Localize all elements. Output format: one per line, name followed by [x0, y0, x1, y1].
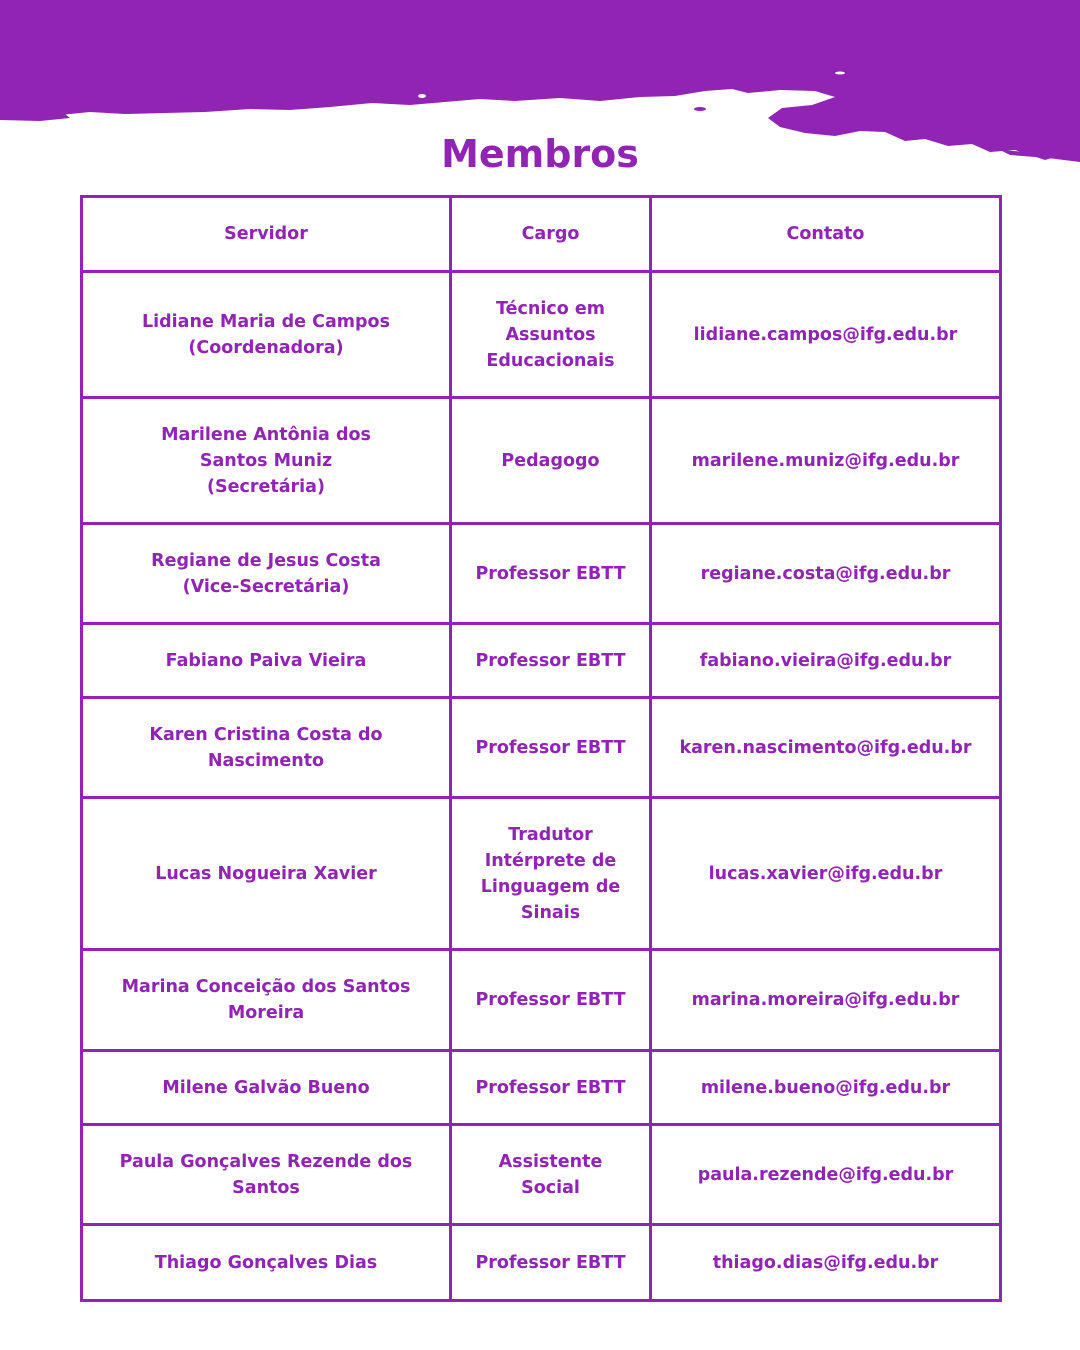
- member-cargo-line: Professor EBTT: [475, 1252, 626, 1273]
- member-cargo-cell: [451, 398, 651, 524]
- member-cargo-line: Professor EBTT: [475, 990, 626, 1010]
- member-name-line: Lidiane Maria de Campos: [142, 311, 390, 332]
- member-name-line: Fabiano Paiva Vieira: [165, 650, 367, 671]
- table-row: [82, 798, 1001, 950]
- member-name-cell: [82, 398, 451, 524]
- table-row: [82, 272, 1001, 398]
- member-email: fabiano.vieira@ifg.edu.br: [699, 650, 952, 671]
- member-name-line: Marina Conceição dos Santos: [121, 977, 411, 997]
- member-cargo-cell: [451, 624, 651, 698]
- member-contact-cell: [651, 1051, 1001, 1125]
- header-servidor: Servidor: [82, 197, 451, 272]
- member-cargo-cell: [451, 698, 651, 798]
- table-row: [82, 1225, 1001, 1301]
- member-contact-cell: [651, 272, 1001, 398]
- member-contact-cell: [651, 524, 1001, 624]
- member-cargo-line: Social: [521, 1177, 580, 1198]
- member-name-line: Thiago Gonçalves Dias: [154, 1252, 378, 1273]
- member-cargo-cell: [451, 1225, 651, 1301]
- member-contact-cell: [651, 798, 1001, 950]
- member-name-line: Santos Muniz: [199, 450, 333, 471]
- member-name-cell: [82, 698, 451, 798]
- header-contato: Contato: [651, 197, 1001, 272]
- member-name-line: Marilene Antônia dos: [161, 424, 371, 445]
- member-cargo-line: Tradutor: [508, 824, 593, 845]
- member-cargo-line: Professor EBTT: [475, 650, 626, 671]
- member-name-cell: [82, 1051, 451, 1125]
- member-name-line: Santos: [232, 1177, 300, 1198]
- member-cargo-line: Sinais: [520, 902, 581, 923]
- member-contact-cell: [651, 624, 1001, 698]
- member-email: marilene.muniz@ifg.edu.br: [691, 450, 960, 471]
- member-cargo-line: Técnico em: [496, 298, 605, 319]
- member-name-cell: [82, 524, 451, 624]
- member-email: regiane.costa@ifg.edu.br: [700, 563, 951, 584]
- member-name-line: Paula Gonçalves Rezende dos: [119, 1151, 413, 1172]
- member-cargo-line: Assuntos: [505, 324, 596, 345]
- table-row: [82, 1051, 1001, 1125]
- member-email: milene.bueno@ifg.edu.br: [700, 1077, 951, 1098]
- member-contact-cell: [651, 1125, 1001, 1225]
- member-email: lidiane.campos@ifg.edu.br: [693, 324, 958, 345]
- member-name-line: (Vice-Secretária): [182, 576, 350, 597]
- member-cargo-line: Assistente: [498, 1151, 603, 1172]
- member-name-line: Lucas Nogueira Xavier: [155, 863, 377, 884]
- member-cargo-line: Linguagem de: [480, 876, 621, 897]
- member-name-line: Nascimento: [207, 750, 325, 771]
- member-name-cell: [82, 798, 451, 950]
- member-name-cell: [82, 1125, 451, 1225]
- member-name-line: (Secretária): [207, 476, 325, 497]
- member-contact-cell: [651, 398, 1001, 524]
- member-cargo-line: Educacionais: [486, 350, 615, 371]
- table-row: [82, 398, 1001, 524]
- member-contact-cell: [651, 1225, 1001, 1301]
- table-row: [82, 624, 1001, 698]
- member-name-line: (Coordenadora): [188, 337, 344, 358]
- member-email: karen.nascimento@ifg.edu.br: [679, 737, 972, 758]
- member-name-line: Milene Galvão Bueno: [162, 1077, 370, 1098]
- member-name-cell: [82, 950, 451, 1051]
- member-name-cell: [82, 1225, 451, 1301]
- member-name-cell: [82, 272, 451, 398]
- member-cargo-line: Pedagogo: [501, 450, 600, 471]
- table-row: [82, 524, 1001, 624]
- page-title: Membros: [441, 132, 639, 176]
- table-header-row: [82, 197, 1001, 272]
- member-name-line: Moreira: [227, 1003, 305, 1023]
- header-cargo: Cargo: [451, 197, 651, 272]
- table-row: [82, 950, 1001, 1051]
- member-name-cell: [82, 624, 451, 698]
- member-email: thiago.dias@ifg.edu.br: [712, 1252, 939, 1273]
- member-email: marina.moreira@ifg.edu.br: [691, 990, 960, 1010]
- member-name-line: Regiane de Jesus Costa: [151, 550, 381, 571]
- member-cargo-line: Professor EBTT: [475, 737, 626, 758]
- member-name-line: Karen Cristina Costa do: [149, 724, 383, 745]
- member-cargo-cell: [451, 950, 651, 1051]
- member-cargo-cell: [451, 1125, 651, 1225]
- member-cargo-line: Intérprete de: [484, 850, 617, 871]
- member-cargo-line: Professor EBTT: [475, 1077, 626, 1098]
- member-cargo-cell: [451, 272, 651, 398]
- member-contact-cell: [651, 698, 1001, 798]
- members-table: [80, 195, 1002, 1302]
- table-row: [82, 698, 1001, 798]
- member-email: paula.rezende@ifg.edu.br: [697, 1164, 954, 1185]
- member-cargo-cell: [451, 1051, 651, 1125]
- table-row: [82, 1125, 1001, 1225]
- member-cargo-line: Professor EBTT: [475, 563, 626, 584]
- member-cargo-cell: [451, 524, 651, 624]
- member-cargo-cell: [451, 798, 651, 950]
- member-contact-cell: [651, 950, 1001, 1051]
- member-email: lucas.xavier@ifg.edu.br: [708, 863, 943, 884]
